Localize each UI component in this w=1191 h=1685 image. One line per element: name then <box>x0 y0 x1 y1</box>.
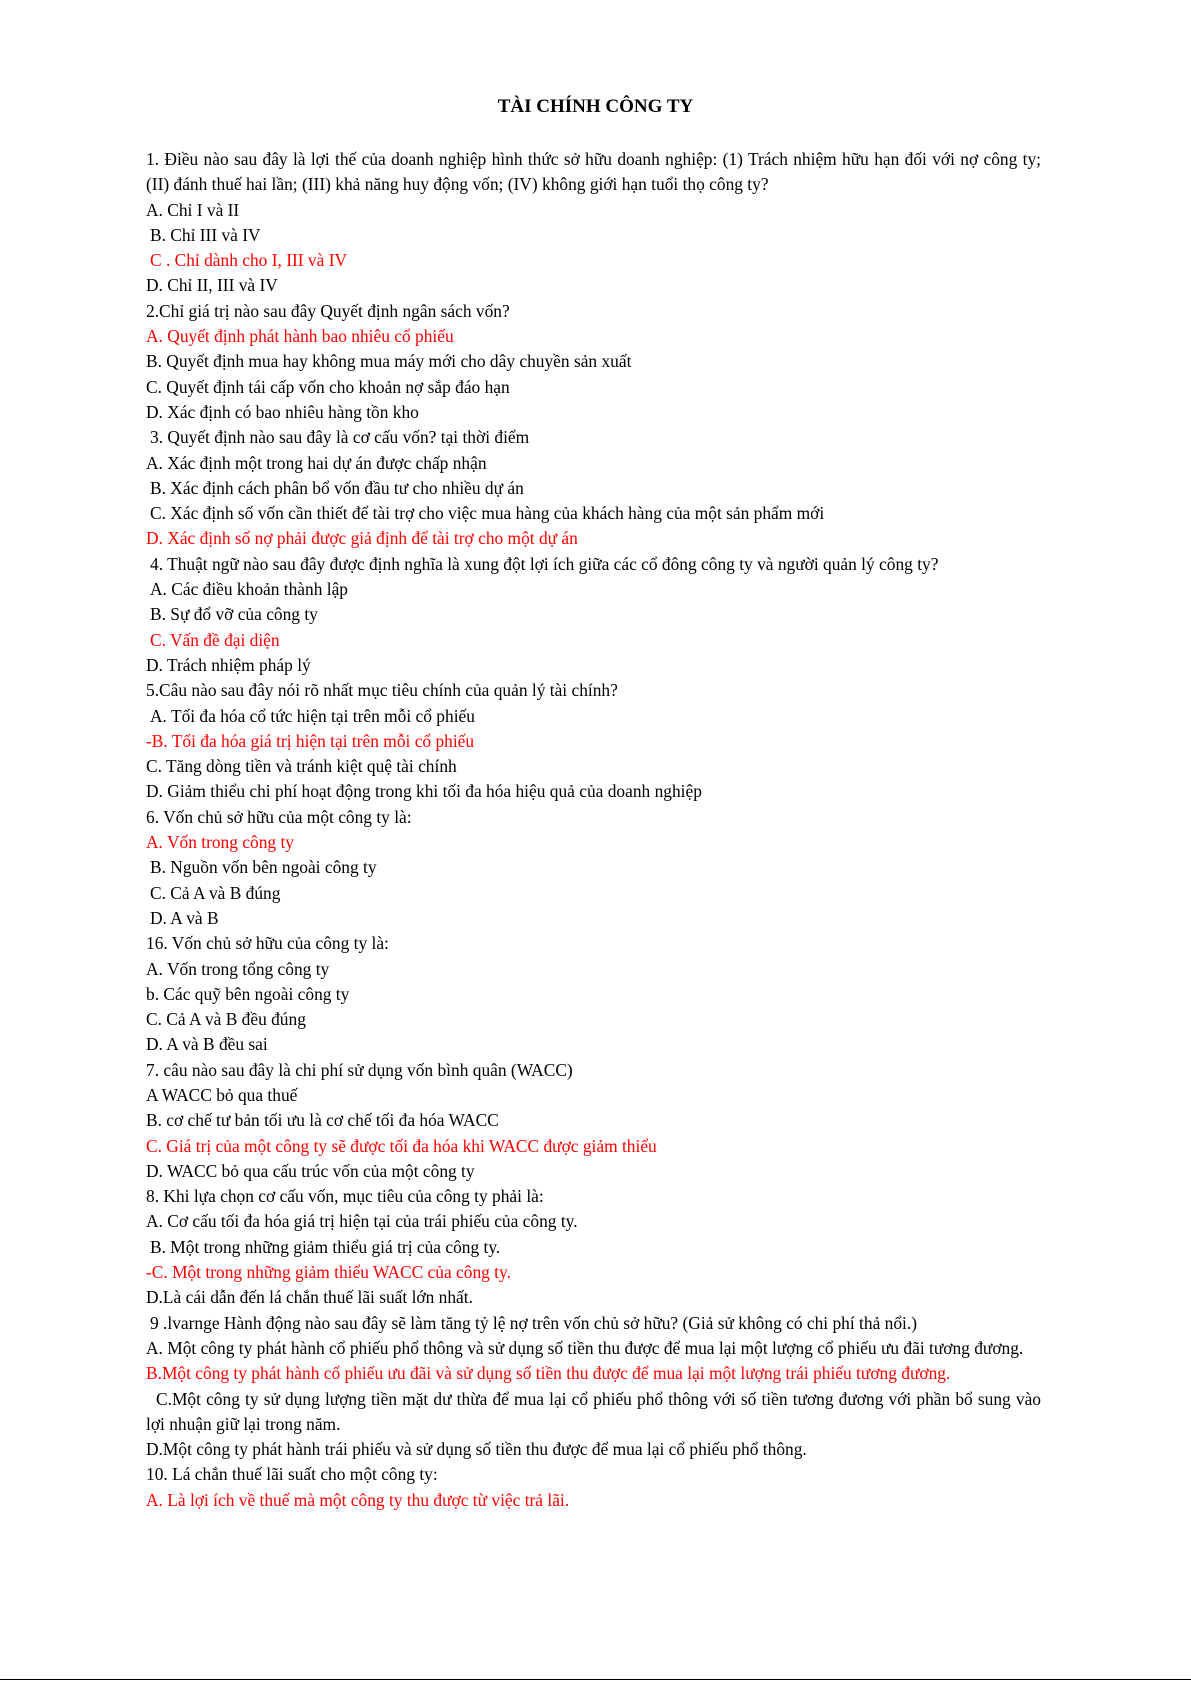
q5-option-a: A. Tối đa hóa cổ tức hiện tại trên mỗi cổ phiếu <box>150 705 475 726</box>
q2-option-c: C. Quyết định tái cấp vốn cho khoản nợ sắp đáo hạn <box>146 376 510 397</box>
page-title: TÀI CHÍNH CÔNG TY <box>497 96 694 117</box>
question-list <box>146 147 1041 1513</box>
q9-option-a: A. Một công ty phát hành cổ phiếu phổ thông và sử dụng số tiền thu được để mua lại một lượng cổ phiếu ưu đãi tương đương. <box>146 1337 1024 1358</box>
q4-option-d: D. Trách nhiệm pháp lý <box>146 654 311 675</box>
question-4: 4. Thuật ngữ nào sau đây được định nghĩa là xung đột lợi ích giữa các cổ đông công ty và người quản lý công ty? <box>150 553 939 574</box>
q16-option-d: D. A và B đều sai <box>146 1034 268 1055</box>
q9-option-d: D.Một công ty phát hành trái phiếu và sử dụng số tiền thu được để mua lại cổ phiếu phổ thông. <box>146 1439 807 1460</box>
q3-option-d-answer: D. Xác định số nợ phải được giả định để tài trợ cho một dự án <box>146 528 578 549</box>
q2-option-d: D. Xác định có bao nhiêu hàng tồn kho <box>146 401 419 422</box>
q3-option-b: B. Xác định cách phân bổ vốn đầu tư cho nhiều dự án <box>150 477 524 498</box>
question-10: 10. Lá chắn thuế lãi suất cho một công ty: <box>146 1464 438 1485</box>
q1-option-c-answer: C . Chỉ dành cho I, III và IV <box>150 250 348 271</box>
q9-option-b-answer: B.Một công ty phát hành cổ phiếu ưu đãi và sử dụng số tiền thu được để mua lại một lượng trái phiếu tương đương. <box>146 1363 951 1384</box>
q8-option-d: D.Là cái dẫn đến lá chắn thuế lãi suất lớn nhất. <box>146 1287 473 1308</box>
q2-option-b: B. Quyết định mua hay không mua máy mới cho dây chuyền sản xuất <box>146 351 632 372</box>
q4-option-c-answer: C. Vấn đề đại diện <box>150 629 280 650</box>
q7-option-d: D. WACC bỏ qua cấu trúc vốn của một công ty <box>146 1160 475 1181</box>
question-6: 6. Vốn chủ sở hữu của một công ty là: <box>146 806 412 827</box>
q7-option-b: B. cơ chế tư bản tối ưu là cơ chế tối đa hóa WACC <box>146 1110 499 1131</box>
q1-option-b: B. Chỉ III và IV <box>150 224 261 245</box>
q1-option-a: A. Chỉ I và II <box>146 199 240 220</box>
q6-option-c: C. Cả A và B đúng <box>150 882 281 903</box>
q8-option-b: B. Một trong những giảm thiểu giá trị của công ty. <box>150 1236 501 1257</box>
q8-option-a: A. Cơ cấu tối đa hóa giá trị hiện tại của trái phiếu của công ty. <box>146 1211 578 1232</box>
question-5: 5.Câu nào sau đây nói rõ nhất mục tiêu chính của quản lý tài chính? <box>146 680 618 701</box>
q10-option-a-answer: A. Là lợi ích về thuế mà một công ty thu được từ việc trả lãi. <box>146 1489 570 1510</box>
q8-option-c-answer: -C. Một trong những giảm thiểu WACC của công ty. <box>146 1262 511 1283</box>
q5-option-b-answer: -B. Tối đa hóa giá trị hiện tại trên mỗi cổ phiếu <box>146 730 475 751</box>
q6-option-a-answer: A. Vốn trong công ty <box>146 832 294 853</box>
q5-option-d: D. Giảm thiểu chi phí hoạt động trong khi tối đa hóa hiệu quả của doanh nghiệp <box>146 781 702 802</box>
q16-option-b: b. Các quỹ bên ngoài công ty <box>146 983 350 1004</box>
question-1: 1. Điều nào sau đây là lợi thế của doanh nghiệp hình thức sở hữu doanh nghiệp: (1) Trách nhiệm hữu hạn đối với nợ công ty; (II) đánh thuế hai lần; (III) khả năng huy động vốn; (IV) không giới hạn tuổi thọ công ty? <box>146 149 1041 195</box>
question-7: 7. câu nào sau đây là chi phí sử dụng vốn bình quân (WACC) <box>146 1059 573 1080</box>
question-3: 3. Quyết định nào sau đây là cơ cấu vốn? tại thời điểm <box>150 427 530 448</box>
q4-option-b: B. Sự đổ vỡ của công ty <box>150 604 318 625</box>
q7-option-a: A WACC bỏ qua thuế <box>146 1084 298 1105</box>
q16-option-a: A. Vốn trong tổng công ty <box>146 958 330 979</box>
q3-option-c: C. Xác định số vốn cần thiết để tài trợ cho việc mua hàng của khách hàng của một sản phẩm mới <box>150 503 825 524</box>
q9-option-c: C.Một công ty sử dụng lượng tiền mặt dư thừa để mua lại cổ phiếu phổ thông với số tiền tương đương với phần bổ sung vào lợi nhuận giữ lại trong năm. <box>146 1388 1041 1434</box>
q4-option-a: A. Các điều khoản thành lập <box>150 579 349 600</box>
question-16: 16. Vốn chủ sở hữu của công ty là: <box>146 933 389 954</box>
q5-option-c: C. Tăng dòng tiền và tránh kiệt quệ tài chính <box>146 756 457 777</box>
q3-option-a: A. Xác định một trong hai dự án được chấp nhận <box>146 452 487 473</box>
q7-option-c-answer: C. Giá trị của một công ty sẽ được tối đa hóa khi WACC được giảm thiểu <box>146 1135 657 1156</box>
q2-option-a-answer: A. Quyết định phát hành bao nhiêu cổ phiếu <box>146 326 454 347</box>
question-2: 2.Chỉ giá trị nào sau đây Quyết định ngân sách vốn? <box>146 300 510 321</box>
q1-option-d: D. Chỉ II, III và IV <box>146 275 278 296</box>
q6-option-b: B. Nguồn vốn bên ngoài công ty <box>150 857 377 878</box>
q16-option-c: C. Cả A và B đều đúng <box>146 1009 306 1030</box>
question-9: 9 .lvarnge Hành động nào sau đây sẽ làm tăng tỷ lệ nợ trên vốn chủ sở hữu? (Giả sử không có chi phí thả nổi.) <box>150 1312 917 1333</box>
footer-rule <box>0 1679 1191 1680</box>
q6-option-d: D. A và B <box>150 907 219 928</box>
question-8: 8. Khi lựa chọn cơ cấu vốn, mục tiêu của công ty phải là: <box>146 1186 544 1207</box>
